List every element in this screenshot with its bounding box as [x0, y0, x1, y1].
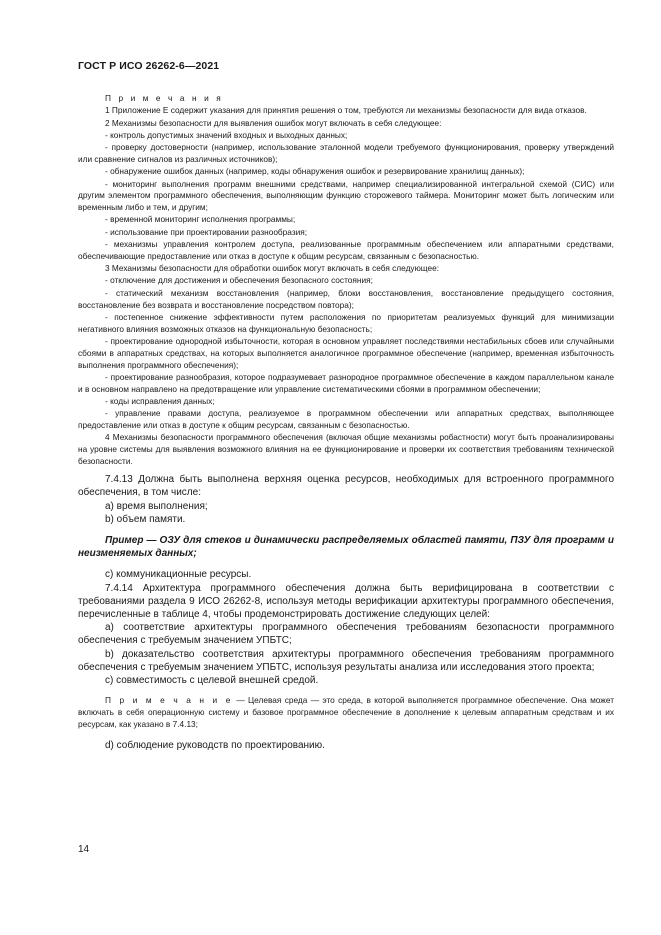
note-line: 4 Механизмы безопасности программного обеспечения (включая общие механизмы робастности) могут быть проанализированы на уровне системы для выявления возможного влияния на ее функционирование и проверки их соответствия требованиям технической безопасности. — [78, 432, 614, 466]
note-line: - механизмы управления контролем доступа, реализованные программным обеспечением или аппаратными средствами, обеспечивающие предоставление или отказ в доступе к общим ресурсам, связанным с безопасностью. — [78, 239, 614, 261]
note-line: - проектирование однородной избыточности, которая в основном управляет последствиями нестабильных сбоев или случайными сбоями в аппаратных средствах, на которых выполняется аналогичное программное обеспечение (например, временная избыточность выполнения программного обеспечения); — [78, 335, 614, 370]
note-line: - обнаружение ошибок данных (например, коды обнаружения ошибок и резервирование хранилищ данных); — [105, 166, 525, 177]
note-line: - использование при проектировании разнообразия; — [105, 226, 308, 237]
note-line: - коды исправления данных; — [105, 395, 215, 406]
note-line: - постепенное снижение эффективности путем расположения по приоритетам реализуемых функций для минимизации негативного влияния возможных отказов на функциональную безопасность; — [78, 311, 614, 334]
note-line: - проверку достоверности (например, использование эталонной модели требуемого функционирования, проверку утверждений или сравнение сигналов из различных источников); — [78, 142, 614, 164]
note-line: - контроль допустимых значений входных и выходных данных; — [105, 129, 348, 140]
clause-7-4-14: 7.4.14 Архитектура программного обеспечения должна быть верифицирована в соответствии с требованиями раздела 9 ИСО 26262-8, используя методы верификации архитектуры программного обеспечения, перечисленные в таблице 4, чтобы продемонстрировать достижение следующих целей: — [78, 582, 614, 621]
list-item: c) коммуникационные ресурсы. — [105, 569, 252, 581]
list-item: a) время выполнения; — [105, 500, 208, 512]
clause-7-4-13: 7.4.13 Должна быть выполнена верхняя оценка ресурсов, необходимых для встроенного программного обеспечения, в том числе: — [78, 474, 614, 499]
note-line: 3 Механизмы безопасности для обработки ошибок могут включать в себя следующее: — [105, 263, 440, 274]
page-number: 14 — [78, 844, 90, 855]
note-line: - временной мониторинг исполнения программы; — [105, 214, 296, 225]
note-line: - отключение для достижения и обеспечения безопасного состояния; — [105, 275, 373, 286]
list-item: b) объем памяти. — [105, 513, 186, 525]
note-block — [78, 695, 614, 730]
notes-label: П р и м е ч а н и я — [105, 93, 224, 103]
note-line: - статический механизм восстановления (например, блоки восстановления, восстановление предыдущего состояния, восстановление без возврата и восстановление посредством повтора); — [78, 287, 614, 310]
list-item: d) соблюдение руководств по проектированию. — [105, 740, 325, 752]
note-line: - управление правами доступа, реализуемое в программном обеспечении или аппаратных средствах, выполняющее предоставление или отказ в доступе к общим ресурсам, связанным с безопасностью. — [78, 408, 614, 431]
note-text: — Целевая среда — это среда, в которой выполняется программное обеспечение. Она может включать в себя операционную систему и базовое программное обеспечение в дополнение к целевым аппаратным средствам и их ресурсам, как указано в 7.4.13; — [78, 695, 614, 729]
list-item: a) соответствие архитектуры программного обеспечения требованиям безопасности программного обеспечения с требуемым значением УПБТС; — [78, 622, 614, 647]
note-label: П р и м е ч а н и е — [105, 695, 233, 706]
page-body — [78, 93, 614, 752]
list-item: c) совместимость с целевой внешней средой. — [105, 675, 319, 687]
example-text: Пример — ОЗУ для стеков и динамически распределяемых областей памяти, ПЗУ для программ и неизменяемых данных; — [78, 535, 614, 560]
note-line: 2 Механизмы безопасности для выявления ошибок могут включать в себя следующее: — [105, 117, 442, 128]
note-line: 1 Приложение Е содержит указания для принятия решения о том, требуются ли механизмы безопасности для вида отказов. — [105, 105, 587, 116]
note-line: - проектирование разнообразия, которое подразумевает разнородное программное обеспечение в каждом параллельном канале и в основном направлено на предотвращение или управление систематическими сбоями в программном обеспечении; — [78, 371, 614, 394]
list-item: b) доказательство соответствия архитектуры программного обеспечения требованиям программного обеспечения с требуемым значением УПБТС, используя результаты анализа или исследования этого проекта; — [78, 648, 614, 673]
document-header: ГОСТ Р ИСО 26262-6—2021 — [78, 60, 220, 72]
note-line: - мониторинг выполнения программ внешними средствами, например специализированной интегральной схемой (СИС) или другим элементом программного обеспечения, выполняющим функцию сторожевого таймера. Мониторинг может быть логическим или временным либо и тем, и другим; — [78, 178, 614, 213]
